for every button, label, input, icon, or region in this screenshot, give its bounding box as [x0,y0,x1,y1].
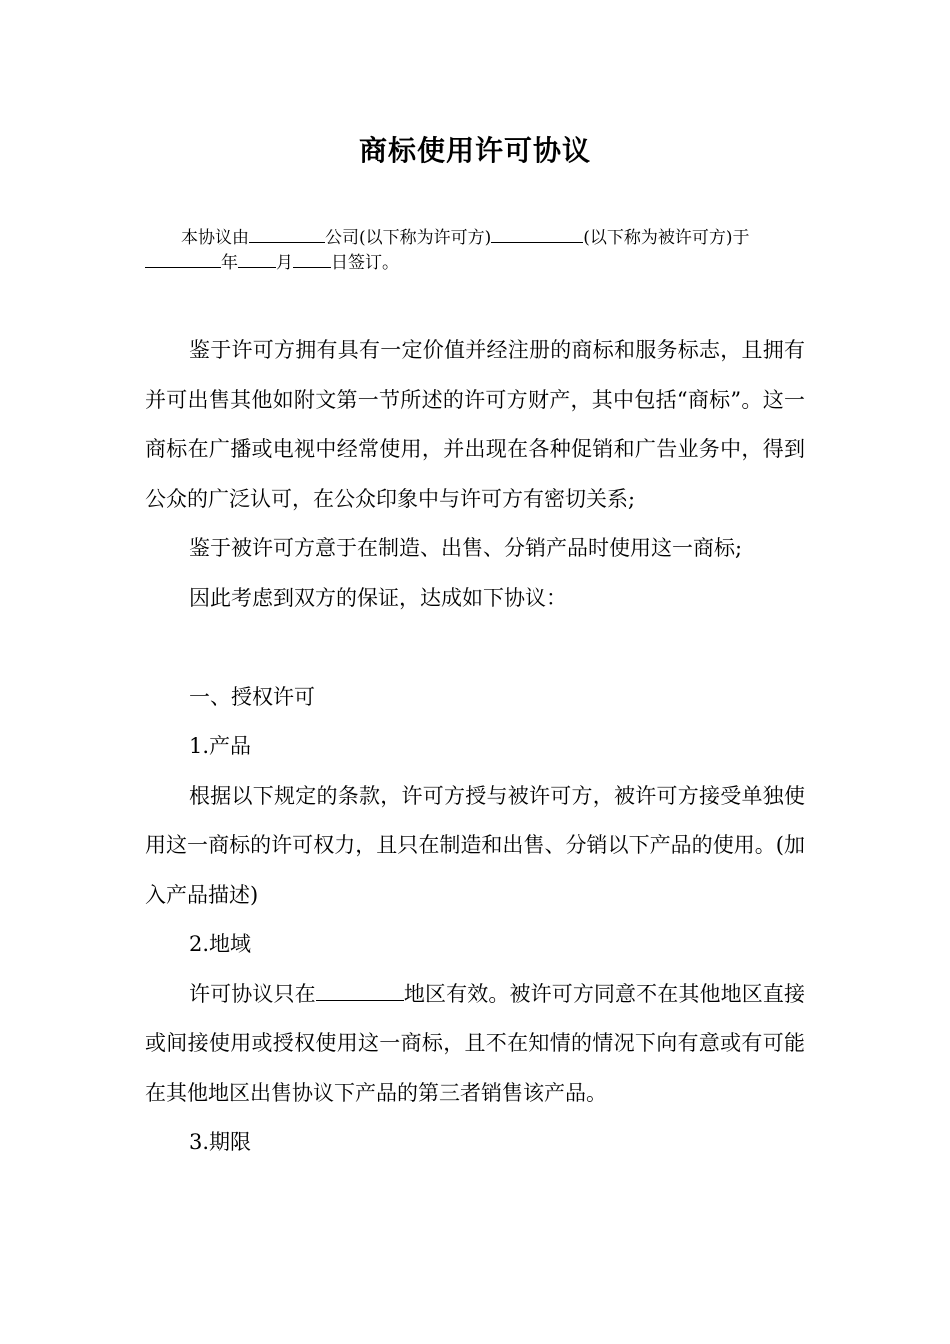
blank-licensor[interactable] [249,226,325,243]
blank-territory[interactable] [316,980,404,1001]
item-body-territory [145,970,805,1119]
blank-day[interactable] [293,251,331,268]
document-title: 商标使用许可协议 [358,134,591,167]
intro-text-3: (以下称为被许可方)于 [583,228,750,249]
intro-text-4: 年 [221,253,238,274]
intro-text-1: 本协议由 [181,228,249,249]
intro-text-5: 月 [276,253,293,274]
therefore-paragraph: 因此考虑到双方的保证，达成如下协议： [189,585,567,610]
section-heading-grant: 一、授权许可 [189,684,315,709]
blank-year[interactable] [145,251,221,268]
blank-month[interactable] [238,251,276,268]
blank-licensee[interactable] [491,226,583,243]
item-heading-term: 3.期限 [189,1130,252,1154]
territory-text-a: 许可协议只在 [189,981,316,1006]
whereas-paragraph-2: 鉴于被许可方意于在制造、出售、分销产品时使用这一商标; [189,536,743,560]
territory-text-b: 地区有效。被许可方同意不在其他地区直接或间接使用或授权使用这一商标，且不在知情的情况下向有意或有可能在其他地区出售协议下产品的第三者销售该产品。 [145,981,806,1105]
intro-paragraph [145,226,805,276]
item-body-product: 根据以下规定的条款，许可方授与被许可方，被许可方接受单独使用这一商标的许可权力，且只在制造和出售、分销以下产品的使用。(加入产品描述) [145,783,805,907]
item-heading-territory: 2.地域 [189,932,252,956]
item-heading-product: 1.产品 [189,734,252,758]
whereas-paragraph-1: 鉴于许可方拥有具有一定价值并经注册的商标和服务标志，且拥有并可出售其他如附文第一节所述的许可方财产，其中包括“商标”。这一商标在广播或电视中经常使用，并出现在各种促销和广告业务中，得到公众的广泛认可，在公众印象中与许可方有密切关系; [145,338,805,511]
intro-text-2: 公司(以下称为许可方) [325,228,492,249]
document-body [145,326,805,1168]
intro-text-6: 日签订。 [331,253,399,274]
